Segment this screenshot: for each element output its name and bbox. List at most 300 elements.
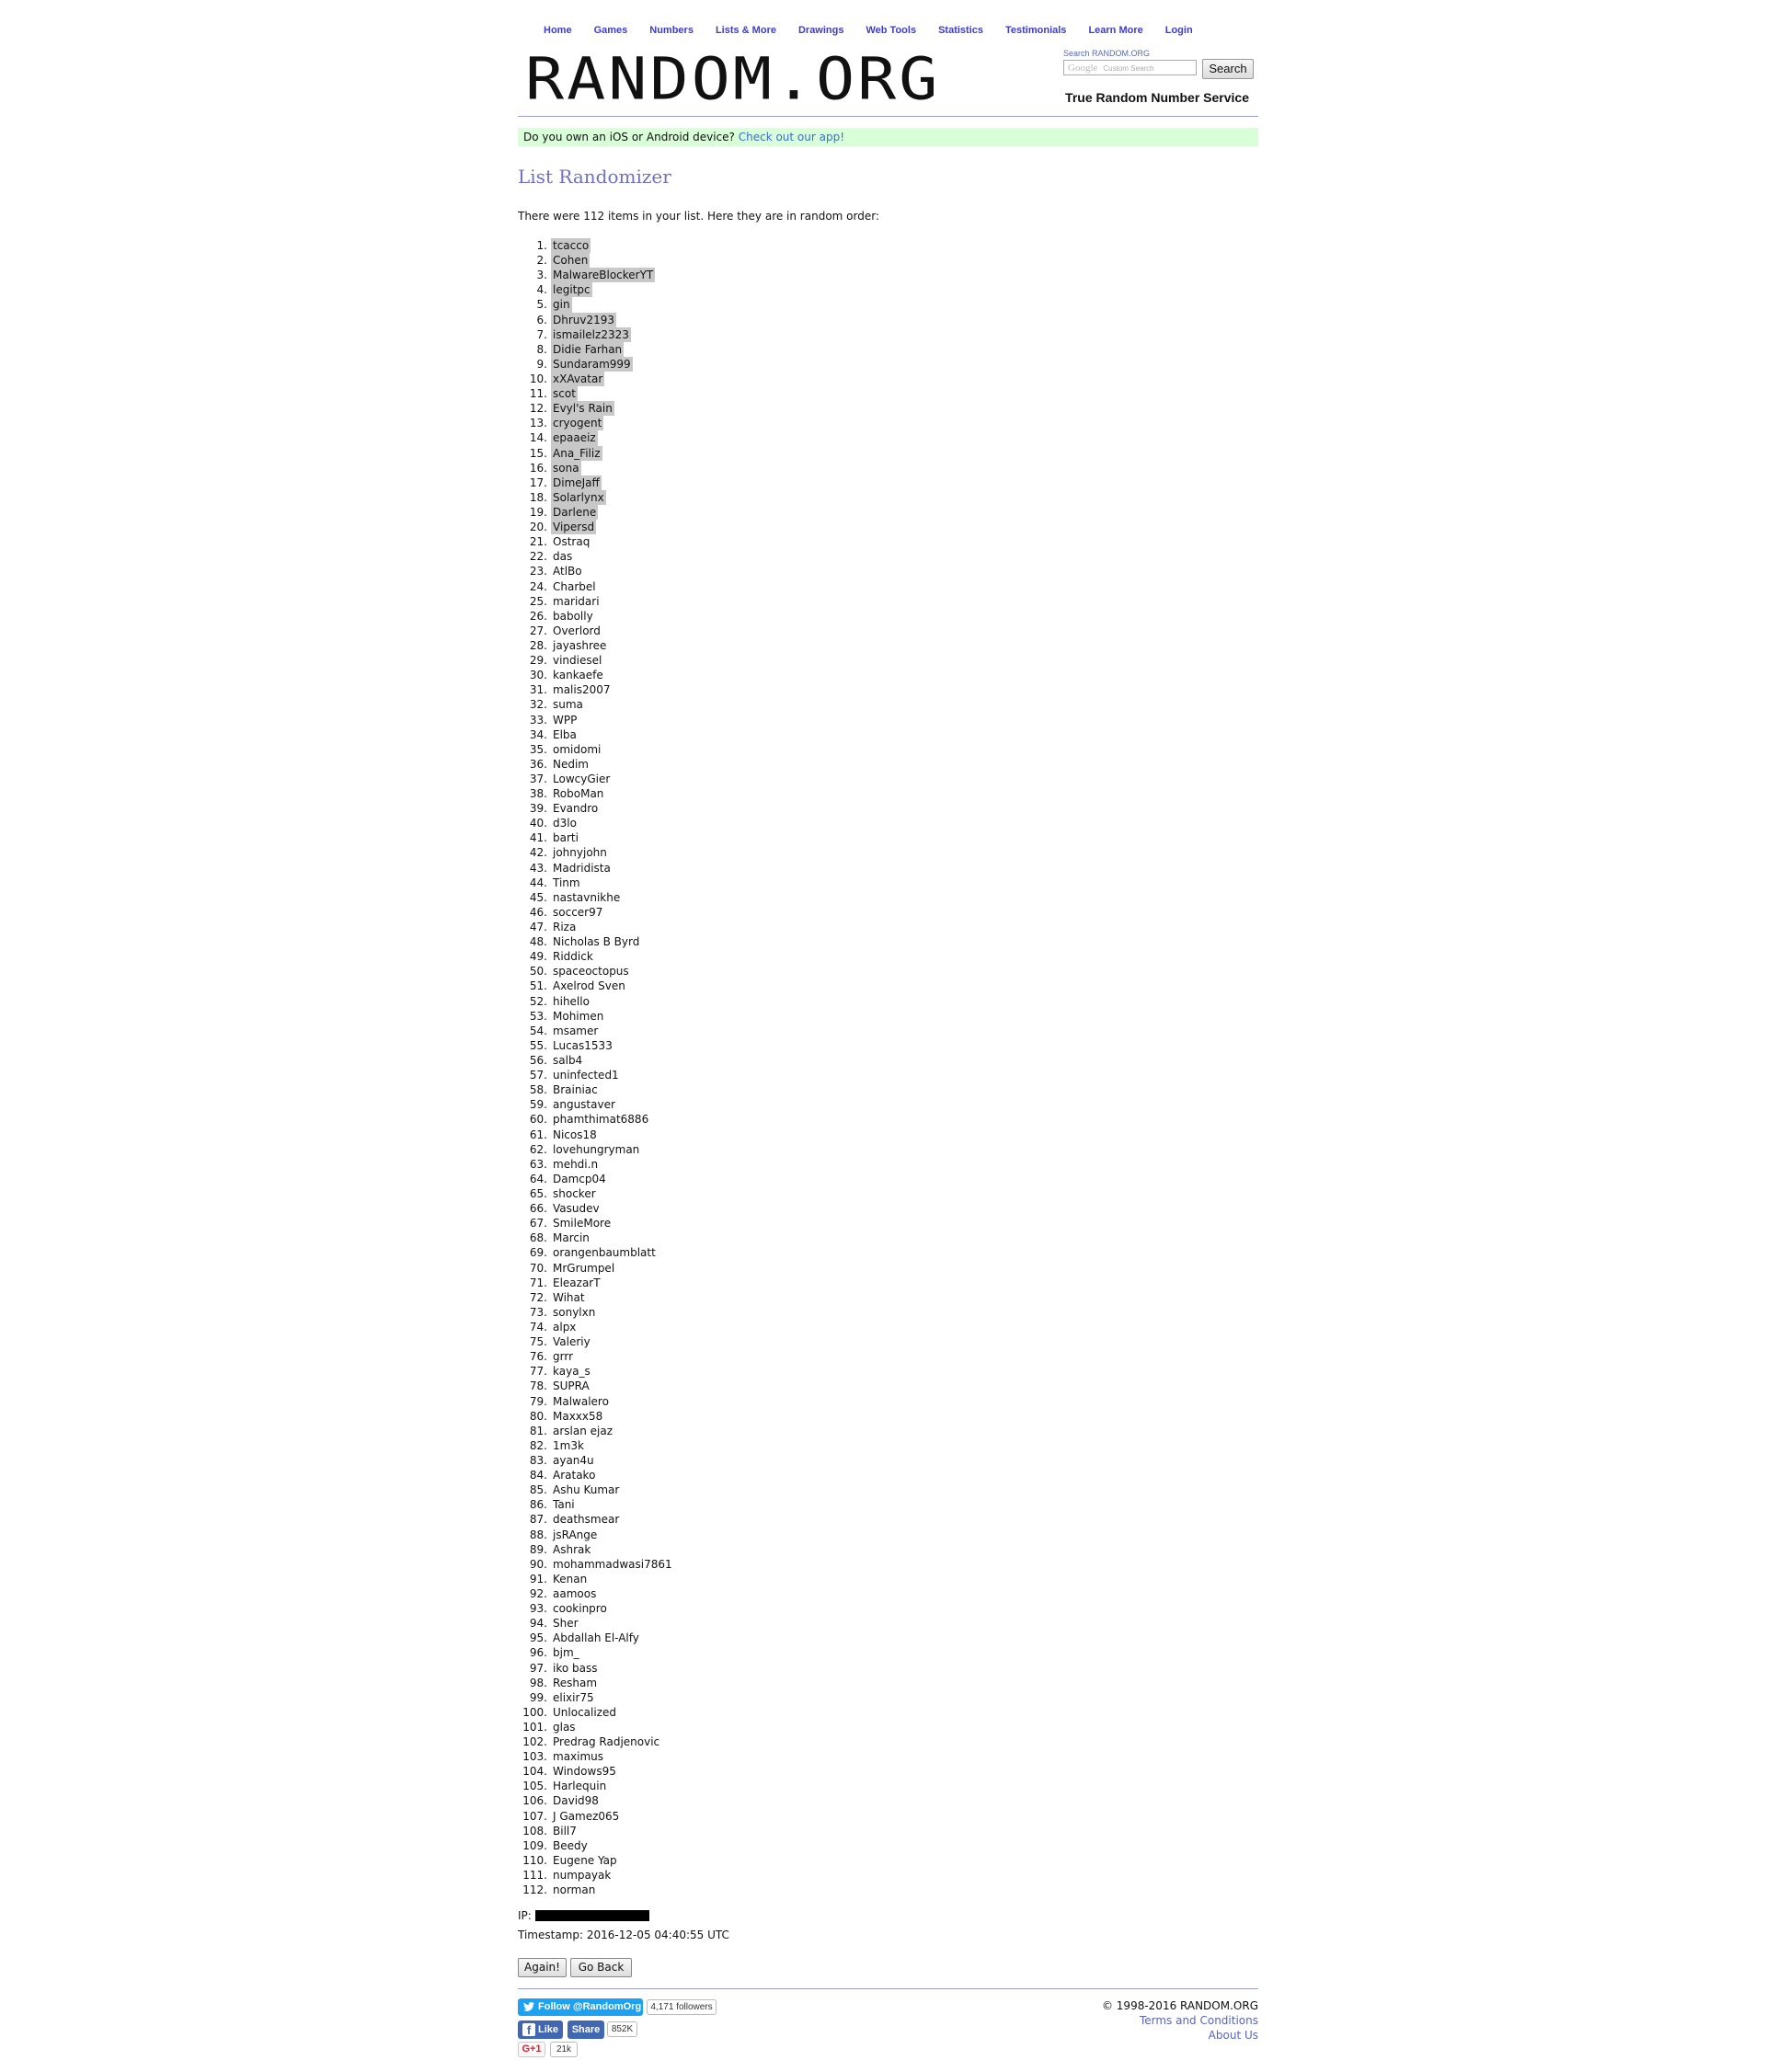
- list-item: [518, 520, 674, 534]
- list-item: [518, 905, 674, 920]
- list-item: [518, 1468, 674, 1482]
- list-item: [518, 1112, 674, 1127]
- list-item-name: EleazarT: [553, 1276, 601, 1289]
- list-item-number: 17.: [529, 475, 547, 489]
- list-item-number: 73.: [529, 1305, 547, 1319]
- list-item-name: Evyl's Rain: [553, 402, 613, 416]
- list-item-number: 44.: [529, 876, 547, 889]
- list-item: [518, 772, 674, 786]
- list-item-number: 90.: [529, 1557, 547, 1571]
- nav-testimonials[interactable]: Testimonials: [1005, 25, 1067, 36]
- google-logo: Google: [1068, 63, 1098, 74]
- list-item-name: johnyjohn: [553, 846, 607, 860]
- list-item: [518, 505, 674, 520]
- list-item-number: 30.: [529, 669, 547, 682]
- list-item-name: tcacco: [553, 239, 590, 252]
- list-item-number: 21.: [529, 535, 547, 549]
- list-item-name: Bill7: [553, 1824, 577, 1837]
- list-item-name: spaceoctopus: [553, 965, 629, 979]
- notice-app-link[interactable]: Check out our app!: [738, 131, 845, 143]
- list-item: [518, 697, 674, 712]
- list-item-name: Ashu Kumar: [553, 1483, 620, 1497]
- list-item: [518, 1276, 674, 1290]
- list-item-name: phamthimat6886: [553, 1113, 649, 1127]
- list-item: [518, 861, 674, 876]
- list-item-name: cookinpro: [553, 1602, 607, 1616]
- list-item-number: 37.: [529, 772, 547, 785]
- list-item-number: 47.: [529, 921, 547, 934]
- list-item-number: 103.: [522, 1750, 547, 1764]
- list-item-name: omidomi: [553, 742, 602, 756]
- list-item: [518, 549, 674, 564]
- list-item-name: Tinm: [553, 876, 580, 889]
- list-item: [518, 1157, 674, 1172]
- list-item-number: 99.: [529, 1690, 547, 1704]
- tagline: True Random Number Service: [1065, 90, 1249, 105]
- list-item: [518, 313, 674, 327]
- ip-label: IP:: [518, 1909, 532, 1922]
- nav-login[interactable]: Login: [1164, 25, 1193, 36]
- list-item: [518, 1453, 674, 1468]
- list-item-number: 84.: [529, 1469, 547, 1482]
- search-placeholder: Custom Search: [1103, 64, 1154, 73]
- list-item: [518, 1172, 674, 1186]
- facebook-like-label: Like: [538, 2024, 559, 2035]
- list-item-number: 88.: [529, 1528, 547, 1541]
- list-item-number: 32.: [529, 698, 547, 712]
- list-item: [518, 727, 674, 742]
- nav-games[interactable]: Games: [593, 25, 628, 36]
- list-item: [518, 653, 674, 668]
- list-item: [518, 1438, 674, 1453]
- list-item-number: 86.: [529, 1498, 547, 1512]
- list-item-number: 107.: [522, 1809, 547, 1823]
- list-item-name: Resham: [553, 1676, 598, 1689]
- list-item-name: Ashrak: [553, 1542, 591, 1556]
- timestamp: Timestamp: 2016-12-05 04:40:55 UTC: [518, 1929, 729, 1941]
- list-item-number: 38.: [529, 787, 547, 801]
- list-item-number: 111.: [522, 1869, 547, 1883]
- list-item-number: 75.: [529, 1335, 547, 1349]
- list-item-number: 110.: [522, 1853, 547, 1867]
- list-item-name: Valeriy: [553, 1335, 591, 1349]
- list-item-name: Aratako: [553, 1469, 596, 1482]
- list-item-name: orangenbaumblatt: [553, 1246, 656, 1260]
- list-item: [518, 964, 674, 979]
- list-item: [518, 401, 674, 416]
- list-item-number: 35.: [529, 742, 547, 756]
- list-item: [518, 1038, 674, 1053]
- list-item-name: Cohen: [553, 254, 589, 268]
- list-item-number: 79.: [529, 1394, 547, 1408]
- list-item-name: Elba: [553, 727, 577, 741]
- list-item-name: shocker: [553, 1187, 596, 1200]
- list-item-name: Mohimen: [553, 1009, 604, 1023]
- list-item-name: Vasudev: [553, 1202, 600, 1216]
- list-item: [518, 1290, 674, 1305]
- nav-numbers[interactable]: Numbers: [649, 25, 694, 36]
- list-item: [518, 668, 674, 682]
- footer-links: [1102, 1998, 1258, 2043]
- list-item: [518, 342, 674, 357]
- list-item-name: Tani: [553, 1498, 575, 1512]
- list-item-name: Unlocalized: [553, 1705, 616, 1719]
- list-item: [518, 1868, 674, 1883]
- list-item-name: kankaefe: [553, 669, 603, 682]
- list-item-number: 54.: [529, 1024, 547, 1037]
- list-item-name: Riza: [553, 921, 577, 934]
- list-item-number: 80.: [529, 1409, 547, 1423]
- list-item: [518, 1838, 674, 1853]
- list-item-number: 46.: [529, 905, 547, 919]
- list-item-number: 70.: [529, 1261, 547, 1275]
- list-item: [518, 1216, 674, 1231]
- list-item: [518, 461, 674, 475]
- list-item: [518, 742, 674, 757]
- ip-line: [518, 1909, 649, 1922]
- list-item-number: 82.: [529, 1438, 547, 1452]
- list-item-number: 112.: [522, 1883, 547, 1897]
- list-item-name: elixir75: [553, 1690, 594, 1704]
- list-item-number: 10.: [529, 372, 547, 385]
- list-item: [518, 830, 674, 845]
- list-item: [518, 1705, 674, 1720]
- list-item: [518, 1424, 674, 1438]
- list-item-name: Axelrod Sven: [553, 979, 625, 993]
- list-item-number: 93.: [529, 1602, 547, 1616]
- list-item-name: Madridista: [553, 861, 611, 875]
- nav-home[interactable]: Home: [544, 25, 572, 36]
- list-item: [518, 876, 674, 890]
- list-item-name: Didie Farhan: [553, 342, 623, 356]
- list-item: [518, 1394, 674, 1409]
- list-item-name: Darlene: [553, 505, 597, 519]
- list-item: [518, 1645, 674, 1660]
- list-item-number: 22.: [529, 550, 547, 564]
- list-item: [518, 1305, 674, 1320]
- list-item: [518, 372, 674, 386]
- list-item-name: numpayak: [553, 1869, 612, 1883]
- list-item: [518, 1068, 674, 1082]
- list-item-number: 71.: [529, 1276, 547, 1289]
- list-item-number: 58.: [529, 1083, 547, 1097]
- list-item: [518, 1661, 674, 1676]
- list-item-number: 36.: [529, 757, 547, 771]
- list-item-name: legitpc: [553, 283, 591, 297]
- list-item-name: salb4: [553, 1054, 583, 1068]
- list-item-number: 25.: [529, 594, 547, 608]
- list-item-number: 56.: [529, 1054, 547, 1068]
- list-item: [518, 1557, 674, 1572]
- list-item-name: Wihat: [553, 1290, 585, 1304]
- list-item-number: 19.: [529, 505, 547, 519]
- list-item: [518, 713, 674, 727]
- list-item-name: jayashree: [553, 638, 607, 652]
- list-item-name: uninfected1: [553, 1069, 619, 1082]
- list-item: [518, 357, 674, 372]
- list-item-name: sona: [553, 461, 579, 475]
- list-item: [518, 1009, 674, 1024]
- list-item: [518, 1379, 674, 1393]
- list-item-name: cryogent: [553, 417, 602, 430]
- list-item-number: 66.: [529, 1202, 547, 1216]
- list-item-number: 83.: [529, 1453, 547, 1467]
- list-item-number: 65.: [529, 1187, 547, 1200]
- list-item-number: 1.: [536, 239, 547, 252]
- list-item: [518, 327, 674, 342]
- list-item-number: 96.: [529, 1646, 547, 1660]
- list-item-name: mohammadwasi7861: [553, 1557, 672, 1571]
- list-item-name: glas: [553, 1720, 576, 1734]
- list-item-number: 85.: [529, 1483, 547, 1497]
- facebook-count: 852K: [607, 2021, 637, 2037]
- list-item: [518, 282, 674, 297]
- copyright: © 1998-2016 RANDOM.ORG: [1101, 1999, 1258, 2012]
- list-item-number: 97.: [529, 1661, 547, 1675]
- nav-statistics[interactable]: Statistics: [938, 25, 983, 36]
- list-item-number: 14.: [529, 431, 547, 445]
- list-item-name: Ana_Filiz: [553, 446, 601, 460]
- list-item-name: Ostraq: [553, 535, 591, 549]
- list-item: [518, 682, 674, 697]
- list-item-name: maximus: [553, 1750, 604, 1764]
- list-item-name: Nedim: [553, 757, 589, 771]
- list-item-name: Kenan: [553, 1572, 588, 1585]
- list-item: [518, 579, 674, 594]
- site-logo[interactable]: RANDOM.ORG: [525, 45, 941, 113]
- list-item: [518, 594, 674, 609]
- list-item: [518, 1142, 674, 1157]
- nav-lists-more[interactable]: Lists & More: [715, 25, 776, 36]
- list-item-number: 92.: [529, 1586, 547, 1600]
- page-title: List Randomizer: [518, 166, 671, 188]
- list-item-number: 31.: [529, 683, 547, 697]
- list-item-name: norman: [553, 1883, 596, 1897]
- list-item-name: suma: [553, 698, 583, 712]
- list-item-name: msamer: [553, 1024, 599, 1037]
- nav-drawings[interactable]: Drawings: [797, 25, 844, 36]
- list-item: [518, 446, 674, 461]
- twitter-follow-button[interactable]: [518, 1998, 643, 2016]
- list-item: [518, 1734, 674, 1749]
- again-button[interactable]: Again!: [518, 1958, 567, 1977]
- facebook-share-button[interactable]: Share: [568, 2020, 604, 2039]
- list-item-number: 63.: [529, 1157, 547, 1171]
- list-item: [518, 238, 674, 253]
- list-item-number: 98.: [529, 1676, 547, 1689]
- list-item-number: 67.: [529, 1217, 547, 1231]
- top-nav: [544, 24, 1215, 37]
- list-item-number: 13.: [529, 417, 547, 430]
- list-item: [518, 1720, 674, 1734]
- list-item-number: 28.: [529, 638, 547, 652]
- list-item-name: ismailelz2323: [553, 327, 629, 341]
- facebook-icon: f: [522, 2023, 535, 2036]
- list-item-number: 23.: [529, 565, 547, 578]
- list-item-number: 33.: [529, 713, 547, 727]
- list-item: [518, 430, 674, 445]
- list-item-name: vindiesel: [553, 654, 602, 668]
- terms-link[interactable]: Terms and Conditions: [1139, 2014, 1258, 2027]
- list-item-number: 5.: [536, 298, 547, 312]
- list-item: [518, 638, 674, 653]
- list-item-number: 106.: [522, 1794, 547, 1808]
- list-item-number: 40.: [529, 817, 547, 830]
- list-item-number: 57.: [529, 1069, 547, 1082]
- nav-web-tools[interactable]: Web Tools: [866, 25, 917, 36]
- list-item-name: Beedy: [553, 1838, 588, 1852]
- list-item: [518, 1601, 674, 1616]
- list-item-name: Vipersd: [553, 521, 595, 534]
- list-item-number: 95.: [529, 1631, 547, 1645]
- list-item-number: 45.: [529, 890, 547, 904]
- list-item-number: 77.: [529, 1365, 547, 1379]
- list-item-number: 105.: [522, 1780, 547, 1793]
- list-item-name: Brainiac: [553, 1083, 598, 1097]
- list-item-number: 34.: [529, 727, 547, 741]
- list-item-name: alpx: [553, 1320, 577, 1334]
- search-input[interactable]: [1063, 60, 1197, 75]
- list-item-number: 60.: [529, 1113, 547, 1127]
- list-item-name: bjm_: [553, 1646, 579, 1660]
- list-item-name: RoboMan: [553, 787, 604, 801]
- list-item: [518, 1690, 674, 1705]
- google-plus-button[interactable]: G+1: [518, 2042, 545, 2057]
- list-item-number: 62.: [529, 1142, 547, 1156]
- list-item-number: 52.: [529, 994, 547, 1008]
- list-item-name: sonylxn: [553, 1305, 596, 1319]
- list-item-number: 9.: [536, 357, 547, 371]
- list-item-number: 61.: [529, 1128, 547, 1141]
- list-item: [518, 979, 674, 993]
- list-item-name: SUPRA: [553, 1379, 590, 1393]
- google-plus-count: 21k: [550, 2042, 578, 2057]
- list-item: [518, 1779, 674, 1793]
- list-item-name: scot: [553, 387, 576, 401]
- list-item-name: iko bass: [553, 1661, 598, 1675]
- list-item: [518, 297, 674, 312]
- list-item-name: ayan4u: [553, 1453, 594, 1467]
- list-item-number: 81.: [529, 1424, 547, 1437]
- list-item-number: 89.: [529, 1542, 547, 1556]
- twitter-bird-icon: [523, 2002, 534, 2011]
- list-item: [518, 1186, 674, 1201]
- list-item: [518, 890, 674, 905]
- list-item: [518, 1793, 674, 1808]
- list-item-number: 59.: [529, 1098, 547, 1112]
- list-item: [518, 1245, 674, 1260]
- list-item-name: Harlequin: [553, 1780, 607, 1793]
- list-item-name: xXAvatar: [553, 372, 603, 385]
- list-item-number: 43.: [529, 861, 547, 875]
- list-item-name: lovehungryman: [553, 1142, 640, 1156]
- list-item-name: soccer97: [553, 905, 603, 919]
- list-item-number: 42.: [529, 846, 547, 860]
- list-item-number: 41.: [529, 831, 547, 845]
- go-back-button[interactable]: Go Back: [570, 1958, 632, 1977]
- list-item-number: 109.: [522, 1838, 547, 1852]
- list-item-number: 76.: [529, 1350, 547, 1364]
- list-item-number: 74.: [529, 1320, 547, 1334]
- list-item: [518, 1053, 674, 1068]
- list-item: [518, 1201, 674, 1216]
- list-item-number: 87.: [529, 1513, 547, 1527]
- list-item-name: maridari: [553, 594, 600, 608]
- list-item: [518, 994, 674, 1009]
- list-item-number: 78.: [529, 1379, 547, 1393]
- list-item-name: WPP: [553, 713, 578, 727]
- list-item-name: Lucas1533: [553, 1038, 613, 1052]
- list-item: [518, 845, 674, 860]
- list-item-number: 101.: [522, 1720, 547, 1734]
- list-item: [518, 1320, 674, 1334]
- list-item-name: aamoos: [553, 1586, 597, 1600]
- list-item: [518, 1809, 674, 1824]
- list-item-name: Windows95: [553, 1765, 616, 1779]
- list-item: [518, 1883, 674, 1897]
- nav-learn-more[interactable]: Learn More: [1088, 25, 1143, 36]
- list-item-name: Malwalero: [553, 1394, 609, 1408]
- list-item-name: Predrag Radjenovic: [553, 1735, 660, 1749]
- footer-divider: [518, 1988, 1258, 1989]
- list-item-name: DimeJaff: [553, 475, 600, 489]
- list-item-name: J Gamez065: [553, 1809, 620, 1823]
- list-item: [518, 1097, 674, 1112]
- list-item-name: jsRAnge: [553, 1528, 598, 1541]
- list-item-name: arslan ejaz: [553, 1424, 614, 1437]
- list-item-name: kaya_s: [553, 1365, 591, 1379]
- list-item-name: deathsmear: [553, 1513, 620, 1527]
- list-item: [518, 1082, 674, 1097]
- list-item: [518, 1409, 674, 1424]
- list-item-name: Maxxx58: [553, 1409, 603, 1423]
- facebook-like-button[interactable]: [518, 2020, 563, 2039]
- list-item-name: malis2007: [553, 683, 611, 697]
- list-item-number: 104.: [522, 1765, 547, 1779]
- list-item-name: Eugene Yap: [553, 1853, 617, 1867]
- list-item-name: MalwareBlockerYT: [553, 269, 654, 282]
- list-item-name: Marcin: [553, 1231, 590, 1245]
- list-item: [518, 253, 674, 268]
- list-item-number: 100.: [522, 1705, 547, 1719]
- list-item-number: 91.: [529, 1572, 547, 1585]
- list-item-name: SmileMore: [553, 1217, 612, 1231]
- list-item-number: 39.: [529, 802, 547, 816]
- list-item: [518, 624, 674, 638]
- search-button[interactable]: Search: [1202, 59, 1254, 79]
- list-item: [518, 490, 674, 505]
- list-item-name: Riddick: [553, 950, 593, 964]
- list-item-number: 27.: [529, 624, 547, 637]
- list-item-number: 68.: [529, 1231, 547, 1245]
- list-item-number: 3.: [536, 269, 547, 282]
- list-item-number: 24.: [529, 579, 547, 593]
- list-item-number: 64.: [529, 1172, 547, 1185]
- about-link[interactable]: About Us: [1208, 2029, 1258, 2042]
- list-item: [518, 949, 674, 964]
- list-item-number: 94.: [529, 1617, 547, 1631]
- list-item-number: 12.: [529, 402, 547, 416]
- list-item: [518, 1853, 674, 1868]
- list-item-number: 20.: [529, 521, 547, 534]
- list-item: [518, 1749, 674, 1764]
- list-item-name: d3lo: [553, 817, 577, 830]
- notice-text: Do you own an iOS or Android device?: [523, 131, 735, 143]
- list-item: [518, 1528, 674, 1542]
- list-item-number: 7.: [536, 327, 547, 341]
- list-item-number: 108.: [522, 1824, 547, 1837]
- list-item: [518, 1349, 674, 1364]
